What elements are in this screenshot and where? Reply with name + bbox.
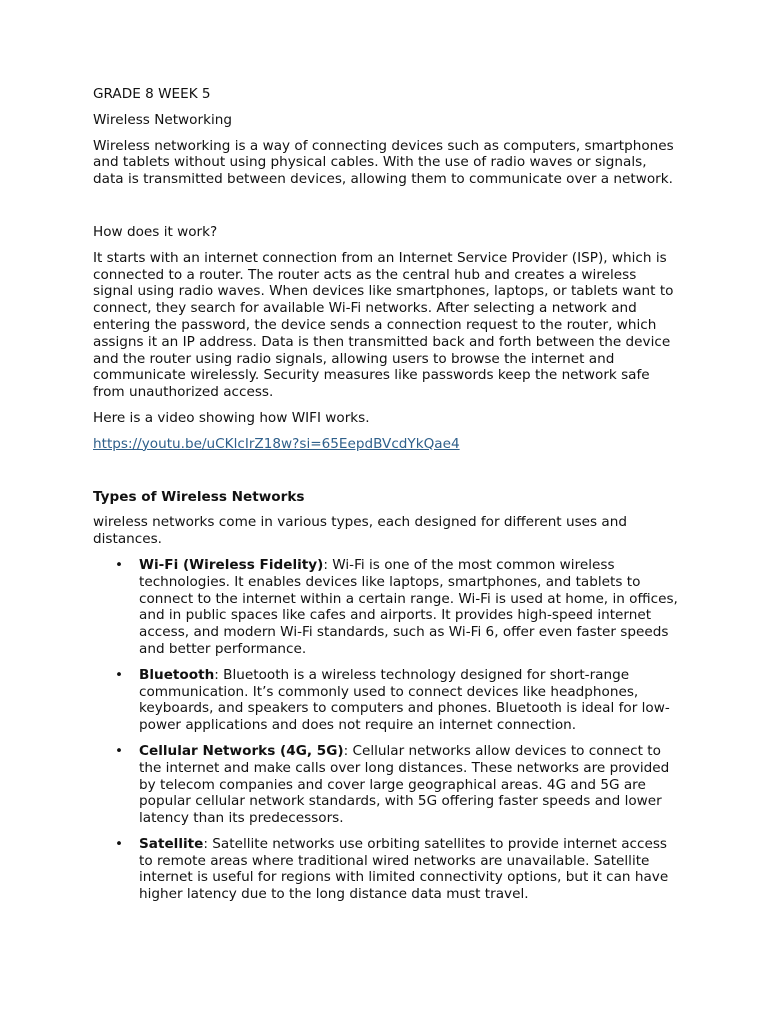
type-description: : Cellular networks allow devices to connect to the internet and make calls over long distances. These networks are provided by telecom companies and cover large geographical areas. 4G and 5G are popular cellular network standards, with 5G offering faster speeds and lower latency than its predecessors. [139,742,670,827]
video-link[interactable]: https://youtu.be/uCKlcIrZ18w?si=65EepdBVcdYkQae4 [93,435,460,452]
list-item-satellite [93,836,678,903]
bullet-icon: • [115,835,124,852]
question-heading: How does it work? [93,223,218,240]
type-description: : Wi-Fi is one of the most common wireless technologies. It enables devices like laptops, smartphones, and tablets to connect to the internet within a certain range. Wi-Fi is used at home, in offices, and in public spaces like cafes and airports. It provides high-speed internet access, and modern Wi-Fi standards, such as Wi-Fi 6, offer even faster speeds and better performance. [139,556,678,657]
document-page [93,86,678,912]
bullet-icon: • [115,666,124,683]
bullet-icon: • [115,742,124,759]
type-term: Wi-Fi (Wireless Fidelity) [139,556,324,573]
types-intro: wireless networks come in various types, each designed for different uses and distances. [93,514,627,548]
grade-line: GRADE 8 WEEK 5 [93,86,211,102]
type-term: Satellite [139,835,204,852]
type-term: Bluetooth [139,666,215,683]
intro-paragraph: Wireless networking is a way of connecting devices such as computers, smartphones and tablets without using physical cables. With the use of radio waves or signals, data is transmitted between devices, allowing them to communicate over a network. [93,137,674,188]
type-description: : Satellite networks use orbiting satellites to provide internet access to remote areas where traditional wired networks are unavailable. Satellite internet is useful for regions with limited connectivity options, but it can have higher latency due to the long distance data must travel. [139,835,669,903]
type-description: : Bluetooth is a wireless technology designed for short-range communication. It’s commonly used to connect devices like headphones, keyboards, and speakers to computers and phones. Bluetooth is ideal for low-power applications and does not require an internet connection. [139,666,670,734]
type-term: Cellular Networks (4G, 5G) [139,742,344,759]
explanation-paragraph: It starts with an internet connection from an Internet Service Provider (ISP), which is connected to a router. The router acts as the central hub and creates a wireless signal using radio waves. When devices like smartphones, laptops, or tablets want to connect, they search for available Wi-Fi networks. After selecting a network and entering the password, the device sends a connection request to the router, which assigns it an IP address. Data is then transmitted back and forth between the device and the router using radio signals, allowing users to browse the internet and communicate wirelessly. Security measures like passwords keep the network safe from unauthorized access. [93,249,674,401]
list-item-wifi [93,557,678,658]
list-item-cellular [93,743,678,827]
subject-title: Wireless Networking [93,111,232,128]
video-intro: Here is a video showing how WIFI works. [93,409,370,426]
list-item-bluetooth [93,667,678,734]
types-heading: Types of Wireless Networks [93,488,305,505]
bullet-icon: • [115,556,124,573]
types-list [93,557,678,903]
